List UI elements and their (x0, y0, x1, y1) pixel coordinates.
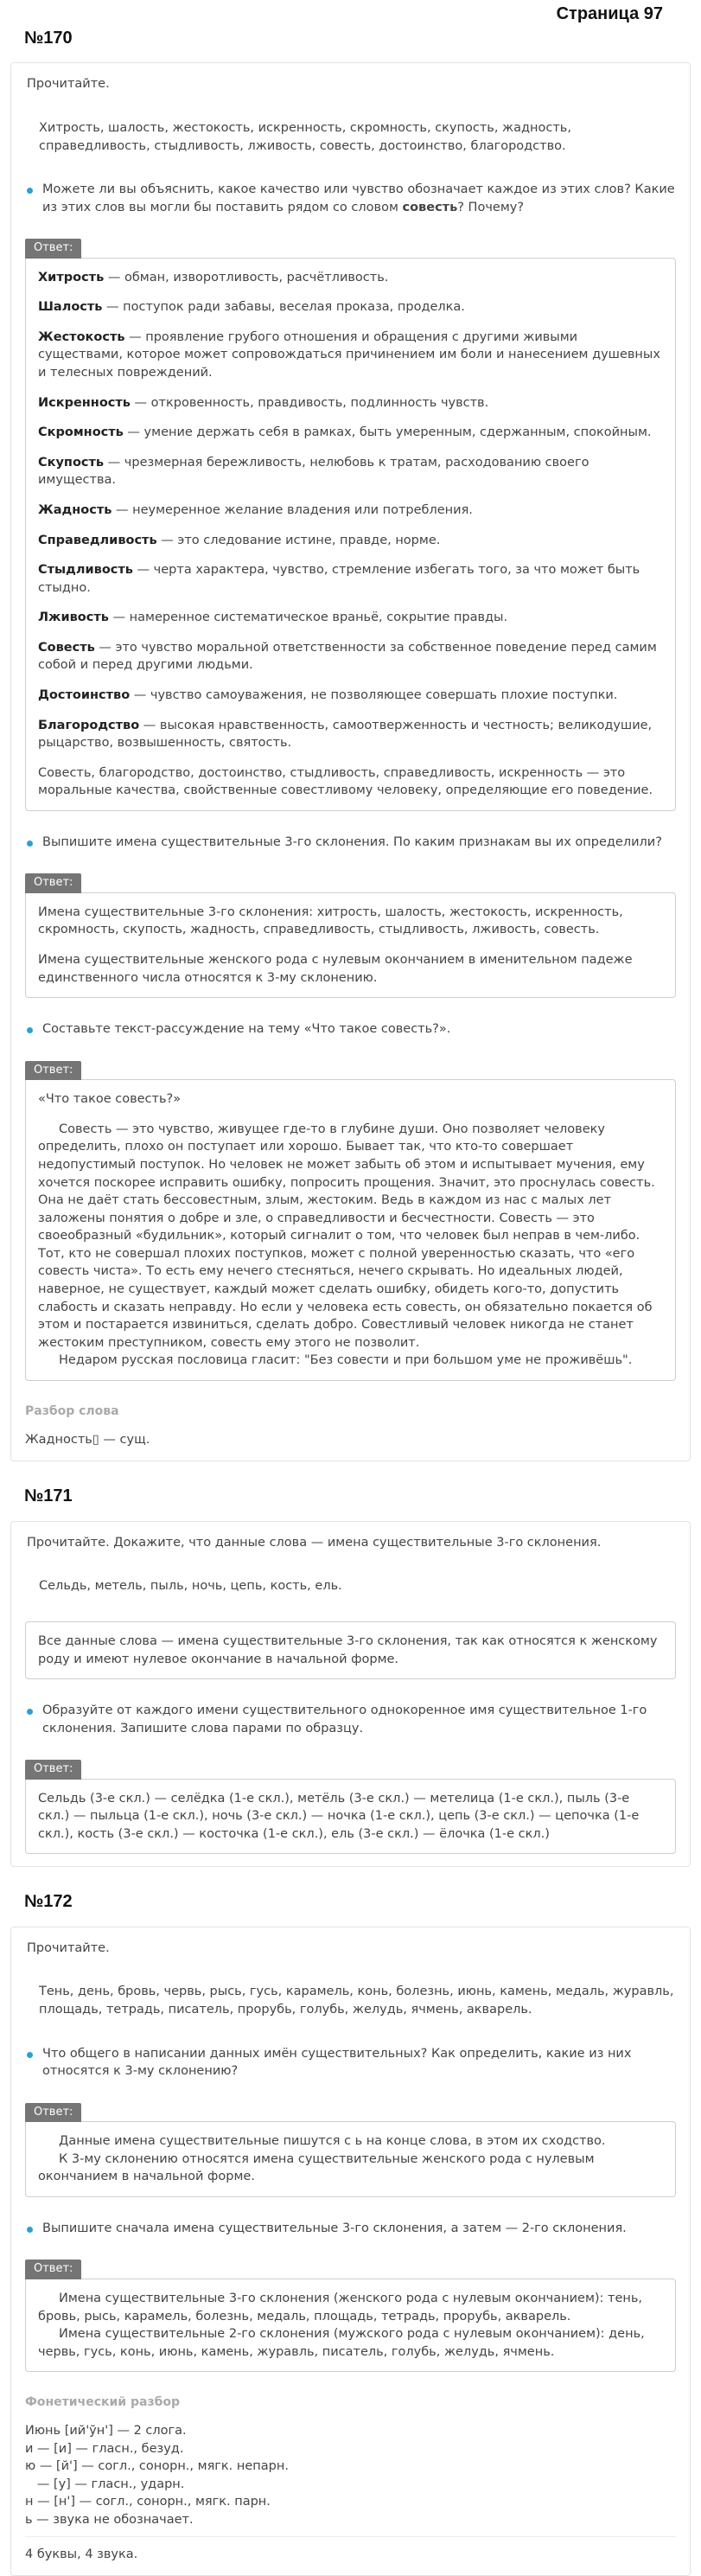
essay-title: «Что такое совесть?» (38, 1092, 182, 1107)
task-170-answer-3 (25, 1061, 676, 1381)
phonetic-analysis-title: Фонетический разбор (25, 2395, 181, 2410)
definition-text: — это следование истине, правде, норме. (156, 533, 441, 547)
definition-text: — черта характера, чувство, стремление избегать того, за что может быть стыдно. (38, 563, 640, 595)
task-172-answer-2-paragraph-2: Имена существительные 2-го склонения (мужского рода с нулевым окончанием): день, червь, гусь, конь, июнь, камень, журавль, писатель, голубь, желудь, ячмень. (38, 2327, 645, 2359)
definition-item (38, 609, 663, 627)
question-1-text-after: ? Почему? (457, 200, 525, 214)
answer-label: Ответ: (25, 1061, 81, 1080)
answer-box (25, 2279, 676, 2372)
task-172-answer-1 (25, 2103, 676, 2197)
definition-item (38, 532, 663, 550)
task-170-answer-2 (25, 873, 676, 998)
definition-term: Достоинство (38, 687, 131, 702)
task-172-answer-1-paragraph-1: Данные имена существительные пишутся с ь на конце слова, в этом их сходство. (59, 2134, 606, 2149)
definition-text: — откровенность, правдивость, подлинность чувств. (130, 395, 489, 410)
definition-term: Благородство (38, 718, 140, 732)
task-171-card (10, 1521, 691, 1868)
answer-label: Ответ: (25, 239, 81, 258)
phonetic-line: ь — звука не обозначает. (25, 2513, 194, 2527)
task-172-answer-2-paragraph-1: Имена существительные 3-го склонения (женского рода с нулевым окончанием): тень, бровь, рысь, карамель, болезнь, медаль, площадь, тетрадь, прорубь, акварель. (38, 2291, 643, 2324)
definition-text: — высокая нравственность, самоотверженность и честность; великодушие, рыцарство, возвышенность, святость. (38, 718, 653, 751)
word-analysis-text: Жадность▯ — сущ. (25, 1432, 150, 1447)
task-170-question-1 (25, 181, 676, 216)
question-1-text-before: Можете ли вы объяснить, какое качество или чувство обозначает каждое из этих слов? Какие из этих слов вы могли бы поставить рядом со словом (42, 182, 675, 214)
definition-term: Жестокость (38, 329, 125, 344)
answer-box (25, 2121, 676, 2197)
task-170-answer-1 (25, 239, 676, 811)
definition-term: Скромность (38, 425, 124, 440)
definition-text: — поступок ради забавы, веселая проказа, проделка. (102, 300, 465, 315)
definition-item (38, 687, 663, 705)
task-171-question-1: Образуйте от каждого имени существительного однокоренное имя существительное 1-го склонения. Запишите слова парами по образцу. (25, 1702, 676, 1737)
task-171-answer-text: Сельдь (3-е скл.) — селёдка (1-е скл.), метёль (3-е скл.) — метелица (1-е скл.), пыль (3-е скл.) — пыльца (1-е скл.), ночь (3-е скл.) — ночка (1-е скл.), цепь (3-е скл.) — цепочка (1-е скл.), кость (3-е скл.) — косточка (1-е скл.), ель (3-е скл.) — ёлочка (1-е скл.) (38, 1791, 640, 1841)
definition-item (38, 639, 663, 674)
task-170-card (10, 62, 691, 1461)
answer-box (25, 1079, 676, 1381)
question-1-bold-word: совесть (402, 200, 458, 214)
definition-text: — неумеренное желание владения или потребления. (112, 502, 473, 517)
definition-term: Жадность (38, 502, 112, 517)
task-170-title: №170 (24, 29, 73, 48)
task-172-answer-1-paragraph-2: К 3-му склонению относятся имена существительные женского рода с нулевым окончанием в начальной форме. (38, 2151, 595, 2184)
phonetic-line: ю — [й'] — согл., сонорн., мягк. непарн. (25, 2459, 289, 2474)
task-172-answer-2 (25, 2260, 676, 2372)
definition-term: Совесть (38, 640, 95, 655)
definition-text: — умение держать себя в рамках, быть умеренным, сдержанным, спокойным. (123, 425, 652, 440)
answer-box (25, 258, 676, 811)
task-171-proof-text: Все данные слова — имена существительные 3-го склонения, так как относятся к женскому роду и имеют нулевое окончание в начальной форме. (38, 1633, 658, 1666)
definition-item (38, 561, 663, 597)
task-172-title: №172 (24, 1892, 73, 1912)
task-170-prompt: Прочитайте. (27, 77, 110, 92)
definition-text: — обман, изворотливость, расчётливость. (104, 270, 389, 284)
task-170-quote: Хитрость, шалость, жестокость, искренность, скромность, скупость, жадность, справедливость, стыдливость, лживость, совесть, достоинство, благородство. (39, 120, 571, 153)
definition-item (38, 298, 663, 316)
word-analysis-title: Разбор слова (25, 1403, 119, 1418)
definition-item (38, 717, 663, 752)
answer-label: Ответ: (25, 2103, 81, 2122)
task-172-quote: Тень, день, бровь, червь, рысь, гусь, карамель, конь, болезнь, июнь, камень, медаль, журавль, площадь, тетрадь, писатель, прорубь, голубь, желудь, ячмень, акварель. (39, 1985, 674, 2017)
answer-box (25, 892, 676, 998)
definition-text: — чрезмерная бережливость, нелюбовь к тратам, расходованию своего имущества. (38, 455, 589, 488)
task-171-proof-box (25, 1621, 676, 1679)
definition-item (38, 269, 663, 287)
page-number: Страница 97 (556, 4, 663, 23)
essay-paragraph-2: Недаром русская пословица гласит: "Без совести и при большом уме не проживёшь". (59, 1353, 633, 1368)
task-172-question-2: Выпишите сначала имена существительные 3-го склонения, а затем — 2-го склонения. (25, 2220, 676, 2238)
word-analysis-section (25, 1403, 676, 1448)
task-172-prompt: Прочитайте. (27, 1940, 110, 1955)
task-172-question-1: Что общего в написании данных имён существительных? Как определить, какие из них относятся к 3-му склонению? (25, 2045, 676, 2081)
definition-item (38, 424, 663, 442)
definition-term: Хитрость (38, 270, 105, 284)
task-171-title: №171 (24, 1486, 73, 1506)
phonetic-line: и — [и] — гласн., безуд. (25, 2441, 184, 2456)
task-171-quote: Сельдь, метель, пыль, ночь, цепь, кость, ель. (39, 1579, 342, 1594)
answer-1-conclusion: Совесть, благородство, достоинство, стыдливость, справедливость, искренность — это моральные качества, свойственные совестливому человеку, определяющие его поведение. (38, 765, 653, 798)
answer-2-paragraph-2: Имена существительные женского рода с нулевым окончанием в именительном падеже единственного числа относятся к 3-му склонению. (38, 953, 633, 985)
phonetic-line: Июнь [ий'ўн'] — 2 слога. (25, 2424, 187, 2439)
definition-text: — это чувство моральной ответственности за собственное поведение перед самим собой и перед другими людьми. (38, 640, 657, 673)
task-172-card (10, 1927, 691, 2576)
definition-text: — намеренное систематическое враньё, сокрытие правды. (108, 610, 508, 625)
phonetic-analysis-section (25, 2394, 676, 2563)
task-170-question-3: Составьте текст-рассуждение на тему «Что такое совесть?». (25, 1020, 676, 1039)
phonetic-line: н — [н'] — согл., сонорн., мягк. парн. (25, 2495, 271, 2509)
definition-term: Скупость (38, 455, 105, 470)
definition-item (38, 454, 663, 489)
definitions-list (38, 269, 663, 752)
answer-label: Ответ: (25, 1760, 81, 1779)
definition-term: Стыдливость (38, 563, 133, 578)
essay-paragraph-1: Совесть — это чувство, живущее где-то в глубине души. Оно позволяет человеку определить, плохо он поступает или хорошо. Бывает так, что кто-то совершает недопустимый поступок. Но человек не может забыть об этом и испытывает мучения, ему хочется поскорее исправить ошибку, попросить прощения. Значит, это проснулась совесть. Она не даёт стать бессовестным, злым, жестоким. Ведь в каждом из нас с малых лет заложены понятия о добре и зле, о справедливости и бесчестности. Совесть — это своеобразный «будильник», который сигналит о том, что человек был неправ в чем-либо. Тот, кто не совершал плохих поступков, может с полной уверенностью сказать, что «его совесть чиста». То есть ему нечего стесняться, нечего скрывать. Но идеальных людей, наверное, не существует, каждый может сделать ошибку, обидеть кого-то, допустить слабость и сказать неправду. Но если у человека есть совесть, он обязательно покается об этом и постарается извиниться, сделать добро. Совестливый человек никогда не станет жестоким преступником, совесть ему этого не позволит. (38, 1122, 655, 1350)
task-170-question-2: Выпишите имена существительные 3-го склонения. По каким признакам вы их определили? (25, 834, 676, 852)
definition-text: — проявление грубого отношения и обращения с другими живыми существами, которое может сопровождаться причинением им боли и нанесением душевных и телесных повреждений. (38, 329, 660, 380)
definition-term: Лживость (38, 610, 109, 625)
definition-term: Искренность (38, 395, 131, 410)
answer-label: Ответ: (25, 873, 81, 892)
phonetic-line: — [у] — гласн., ударн. (25, 2477, 185, 2491)
answer-2-paragraph-1: Имена существительные 3-го склонения: хитрость, шалость, жестокость, искренность, скромность, скупость, жадность, справедливость, стыдливость, лживость, совесть. (38, 904, 623, 937)
definition-item (38, 502, 663, 520)
answer-box (25, 1779, 676, 1855)
definition-term: Шалость (38, 300, 103, 315)
phonetic-total: 4 буквы, 4 звука. (25, 2536, 676, 2564)
definition-text: — чувство самоуважения, не позволяющее совершать плохие поступки. (130, 687, 618, 702)
answer-label: Ответ: (25, 2260, 81, 2279)
definition-term: Справедливость (38, 533, 157, 547)
definition-item (38, 394, 663, 412)
task-171-answer-1 (25, 1760, 676, 1854)
task-171-prompt: Прочитайте. Докажите, что данные слова — имена существительные 3-го склонения. (27, 1535, 602, 1550)
definition-item (38, 329, 663, 382)
